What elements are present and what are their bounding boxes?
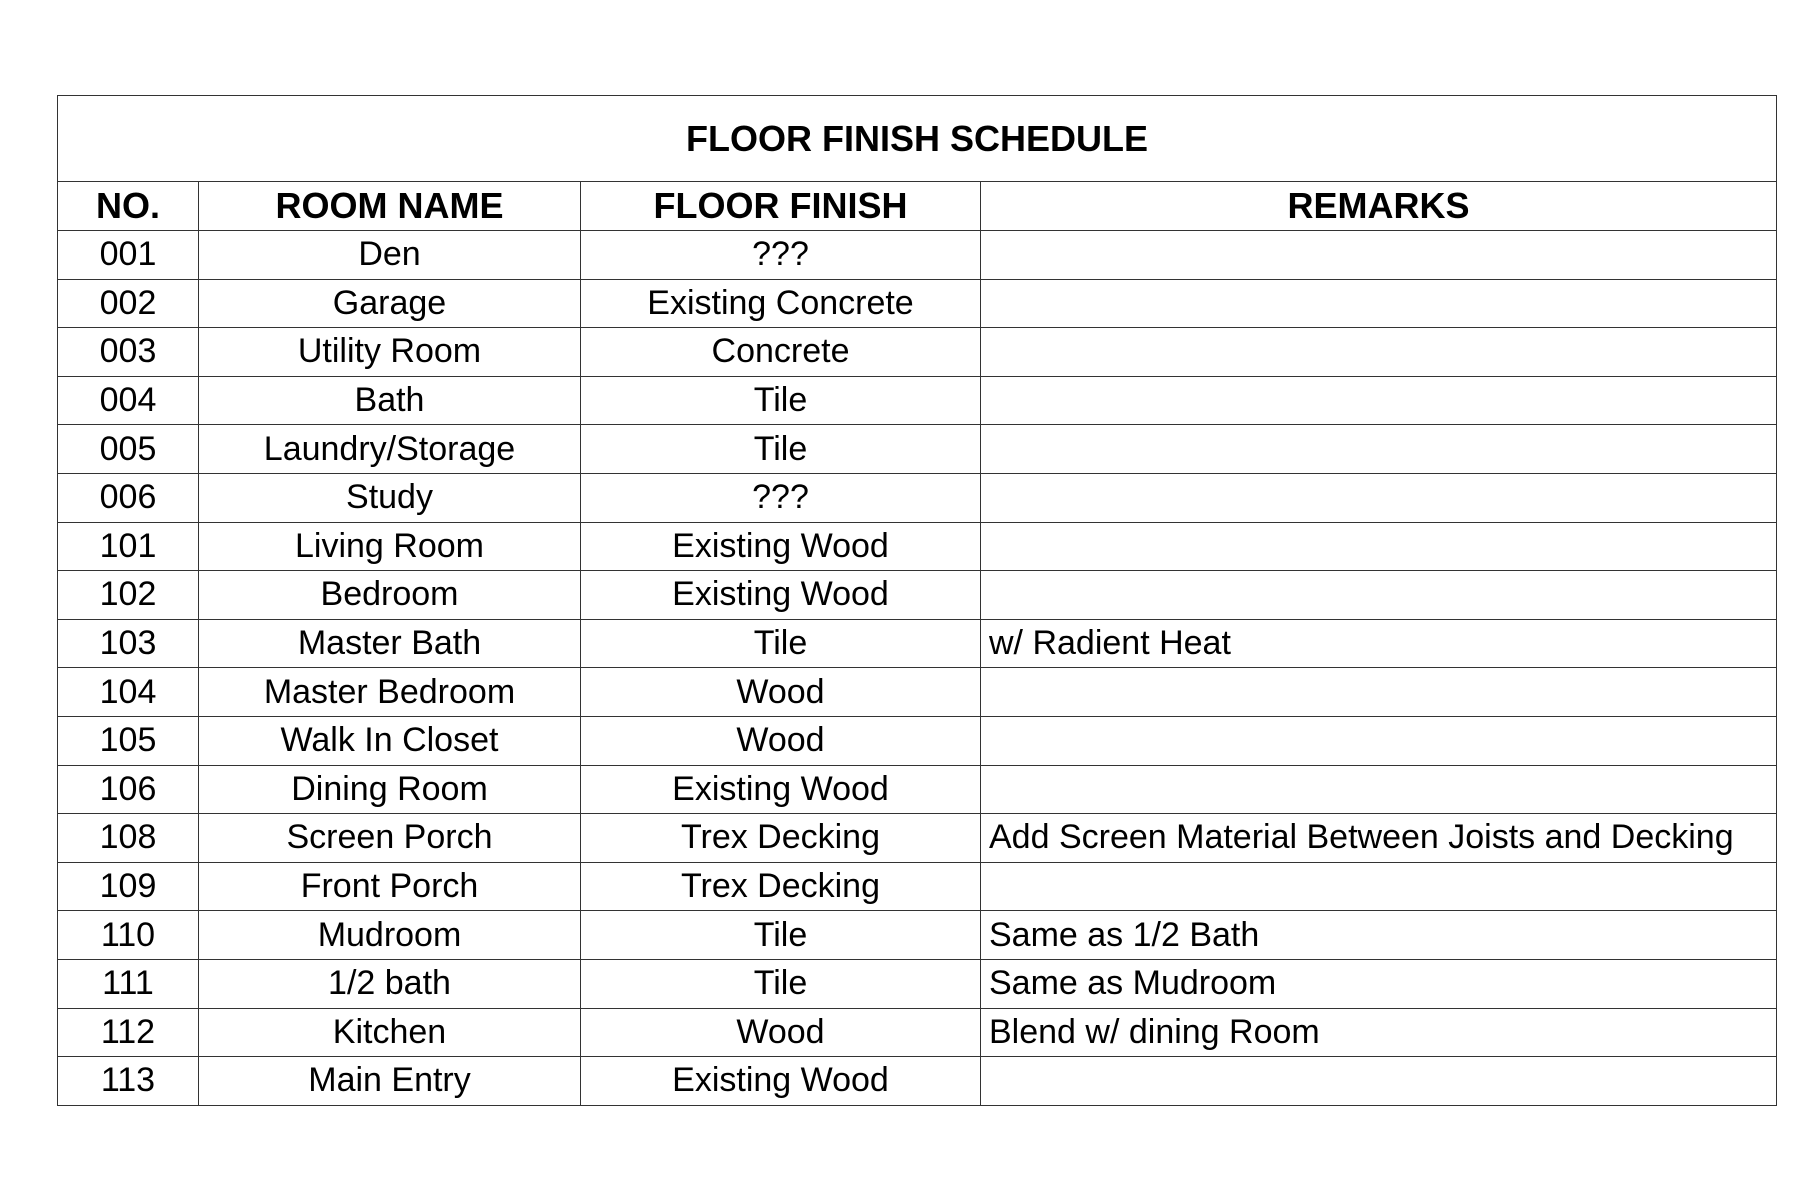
cell-no: 106 (58, 765, 199, 814)
table-row (58, 619, 1777, 668)
cell-room-name: 1/2 bath (199, 959, 581, 1008)
cell-floor-finish: Wood (581, 1008, 981, 1057)
cell-no: 004 (58, 376, 199, 425)
cell-remarks (981, 328, 1777, 377)
table-row (58, 668, 1777, 717)
cell-room-name: Bath (199, 376, 581, 425)
cell-remarks (981, 425, 1777, 474)
cell-remarks (981, 279, 1777, 328)
cell-remarks (981, 1057, 1777, 1106)
cell-room-name: Dining Room (199, 765, 581, 814)
header-floor-finish: FLOOR FINISH (581, 182, 981, 231)
cell-floor-finish: Wood (581, 668, 981, 717)
cell-remarks: w/ Radient Heat (981, 619, 1777, 668)
cell-floor-finish: Existing Wood (581, 1057, 981, 1106)
cell-room-name: Garage (199, 279, 581, 328)
cell-remarks (981, 473, 1777, 522)
table-row (58, 279, 1777, 328)
table-row (58, 1008, 1777, 1057)
table-row (58, 425, 1777, 474)
cell-remarks: Same as 1/2 Bath (981, 911, 1777, 960)
cell-no: 101 (58, 522, 199, 571)
cell-room-name: Front Porch (199, 862, 581, 911)
cell-room-name: Kitchen (199, 1008, 581, 1057)
cell-floor-finish: Tile (581, 911, 981, 960)
cell-no: 103 (58, 619, 199, 668)
cell-floor-finish: Existing Concrete (581, 279, 981, 328)
cell-remarks (981, 716, 1777, 765)
cell-remarks (981, 376, 1777, 425)
cell-no: 002 (58, 279, 199, 328)
cell-remarks: Same as Mudroom (981, 959, 1777, 1008)
cell-no: 005 (58, 425, 199, 474)
table-row (58, 716, 1777, 765)
cell-no: 104 (58, 668, 199, 717)
cell-floor-finish: Tile (581, 425, 981, 474)
table-row (58, 473, 1777, 522)
table-row (58, 522, 1777, 571)
cell-remarks (981, 862, 1777, 911)
cell-no: 110 (58, 911, 199, 960)
cell-room-name: Bedroom (199, 571, 581, 620)
table-row (58, 862, 1777, 911)
cell-room-name: Utility Room (199, 328, 581, 377)
cell-room-name: Main Entry (199, 1057, 581, 1106)
header-no: NO. (58, 182, 199, 231)
cell-remarks (981, 522, 1777, 571)
cell-room-name: Den (199, 231, 581, 280)
cell-room-name: Living Room (199, 522, 581, 571)
cell-floor-finish: Existing Wood (581, 571, 981, 620)
cell-no: 102 (58, 571, 199, 620)
cell-floor-finish: Tile (581, 619, 981, 668)
cell-room-name: Study (199, 473, 581, 522)
cell-floor-finish: ??? (581, 231, 981, 280)
cell-floor-finish: Trex Decking (581, 862, 981, 911)
table-row (58, 959, 1777, 1008)
cell-remarks: Blend w/ dining Room (981, 1008, 1777, 1057)
header-row (58, 182, 1777, 231)
cell-no: 001 (58, 231, 199, 280)
header-remarks: REMARKS (981, 182, 1777, 231)
schedule-body (58, 231, 1777, 1106)
cell-no: 006 (58, 473, 199, 522)
cell-no: 113 (58, 1057, 199, 1106)
cell-no: 111 (58, 959, 199, 1008)
cell-room-name: Master Bedroom (199, 668, 581, 717)
table-row (58, 911, 1777, 960)
cell-floor-finish: Existing Wood (581, 522, 981, 571)
table-row (58, 231, 1777, 280)
cell-remarks (981, 231, 1777, 280)
cell-room-name: Laundry/Storage (199, 425, 581, 474)
cell-floor-finish: Tile (581, 376, 981, 425)
cell-no: 109 (58, 862, 199, 911)
cell-room-name: Screen Porch (199, 814, 581, 863)
table-row (58, 765, 1777, 814)
header-room-name: ROOM NAME (199, 182, 581, 231)
cell-no: 003 (58, 328, 199, 377)
cell-remarks (981, 668, 1777, 717)
cell-remarks (981, 571, 1777, 620)
cell-remarks: Add Screen Material Between Joists and Decking (981, 814, 1777, 863)
cell-floor-finish: Wood (581, 716, 981, 765)
cell-floor-finish: Trex Decking (581, 814, 981, 863)
cell-floor-finish: ??? (581, 473, 981, 522)
table-row (58, 814, 1777, 863)
cell-room-name: Master Bath (199, 619, 581, 668)
cell-remarks (981, 765, 1777, 814)
cell-room-name: Mudroom (199, 911, 581, 960)
cell-no: 108 (58, 814, 199, 863)
cell-floor-finish: Concrete (581, 328, 981, 377)
floor-finish-schedule-table (57, 95, 1777, 1106)
table-row (58, 571, 1777, 620)
cell-floor-finish: Existing Wood (581, 765, 981, 814)
cell-floor-finish: Tile (581, 959, 981, 1008)
table-row (58, 328, 1777, 377)
cell-room-name: Walk In Closet (199, 716, 581, 765)
schedule-title: FLOOR FINISH SCHEDULE (58, 96, 1777, 182)
cell-no: 112 (58, 1008, 199, 1057)
table-row (58, 376, 1777, 425)
cell-no: 105 (58, 716, 199, 765)
table-row (58, 1057, 1777, 1106)
